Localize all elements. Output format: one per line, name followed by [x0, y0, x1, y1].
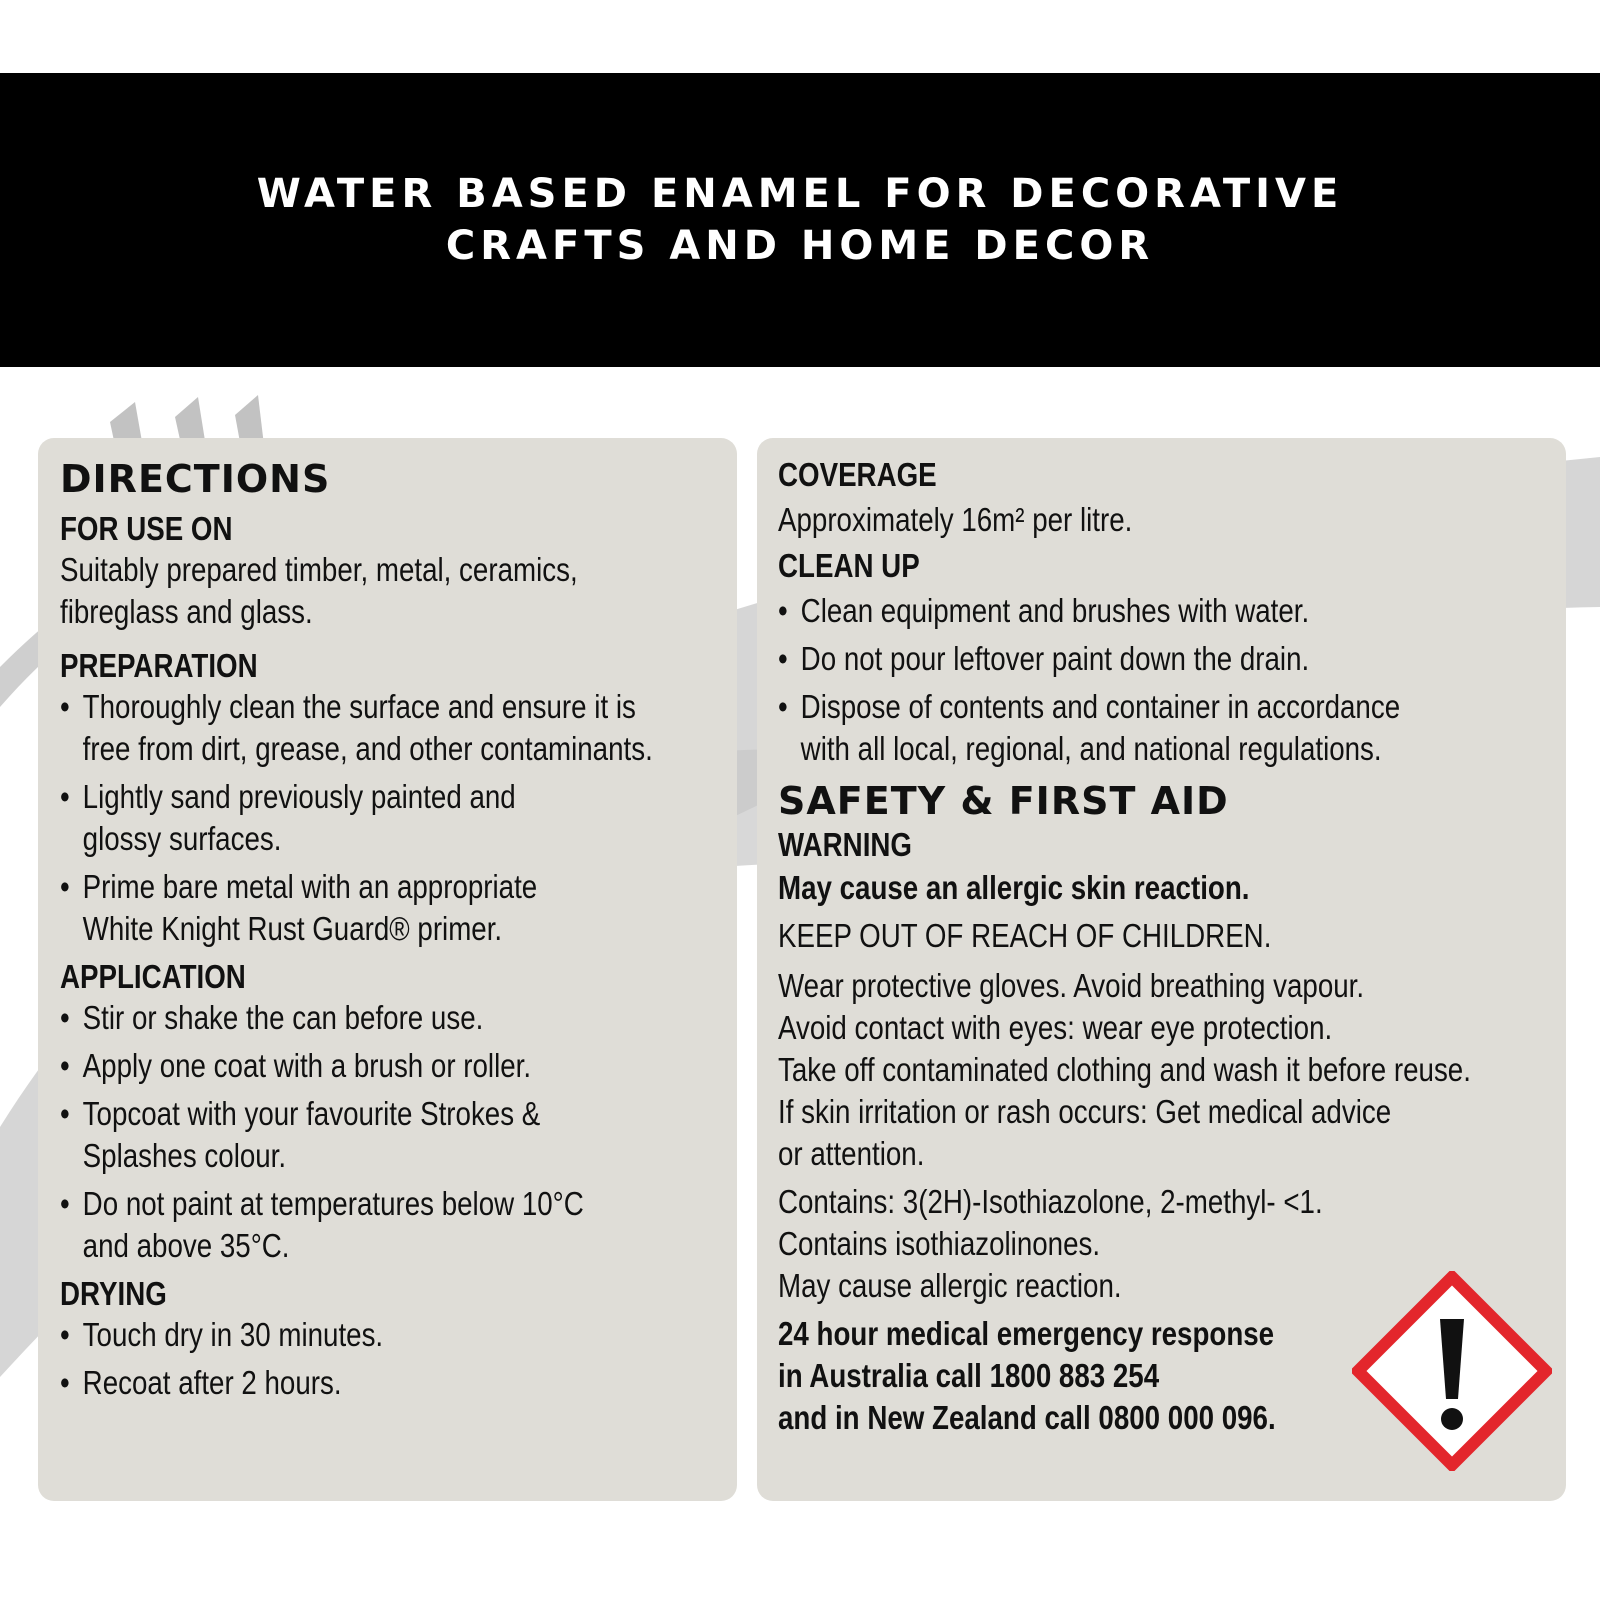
precautions-block: [778, 965, 1566, 1175]
precaution-line: or attention.: [778, 1135, 925, 1172]
precaution-line: Take off contaminated clothing and wash it before reuse.: [778, 1051, 1471, 1088]
clean-up-heading: CLEAN UP: [778, 547, 920, 584]
application-list: [60, 997, 737, 1267]
list-item-line: with all local, regional, and national regulations.: [800, 730, 1382, 767]
directions-panel: [38, 438, 737, 1501]
coverage-heading: COVERAGE: [778, 456, 937, 493]
list-item: • Do not pour leftover paint down the drain.: [778, 638, 1440, 680]
contains-line: Contains: 3(2H)-Isothiazolone, 2-methyl- <1.: [778, 1183, 1323, 1220]
allergy-warning: May cause an allergic skin reaction.: [778, 869, 1250, 906]
list-item-line: Do not pour leftover paint down the drain.: [800, 640, 1310, 677]
list-item: • Lightly sand previously painted and glossy surfaces.: [60, 776, 629, 860]
list-item-line: and above 35°C.: [82, 1227, 290, 1264]
list-item: • Touch dry in 30 minutes.: [60, 1314, 629, 1356]
list-item: • Stir or shake the can before use.: [60, 997, 629, 1039]
for-use-on-heading: FOR USE ON: [60, 510, 233, 547]
for-use-on-text-line-2: fibreglass and glass.: [60, 593, 313, 630]
list-item: • Recoat after 2 hours.: [60, 1362, 629, 1404]
emergency-line: and in New Zealand call 0800 000 096.: [778, 1399, 1276, 1436]
list-item: • Dispose of contents and container in accordance with all local, regional, and national regulations.: [778, 686, 1440, 770]
drying-heading: DRYING: [60, 1275, 167, 1312]
list-item-line: White Knight Rust Guard® primer.: [82, 910, 503, 947]
list-item-line: Clean equipment and brushes with water.: [800, 592, 1310, 629]
list-item-line: Prime bare metal with an appropriate: [82, 868, 538, 905]
list-item-line: Dispose of contents and container in accordance: [800, 688, 1401, 725]
banner-line-2: CRAFTS AND HOME DECOR: [445, 223, 1155, 269]
list-item: • Apply one coat with a brush or roller.: [60, 1045, 629, 1087]
list-item-line: free from dirt, grease, and other contaminants.: [82, 730, 653, 767]
emergency-line: 24 hour medical emergency response: [778, 1315, 1275, 1352]
list-item-line: Do not paint at temperatures below 10°C: [82, 1185, 584, 1222]
list-item-line: Lightly sand previously painted and: [82, 778, 516, 815]
contains-line: May cause allergic reaction.: [778, 1267, 1122, 1304]
warning-label: WARNING: [778, 826, 912, 863]
list-item: • Do not paint at temperatures below 10°C and above 35°C.: [60, 1183, 629, 1267]
preparation-list: [60, 686, 737, 950]
application-heading: APPLICATION: [60, 958, 246, 995]
coverage-text: Approximately 16m² per litre.: [778, 501, 1133, 538]
safety-title: SAFETY & FIRST AID: [778, 779, 1229, 823]
clean-up-list: [778, 590, 1566, 770]
list-item-line: Apply one coat with a brush or roller.: [82, 1047, 532, 1084]
title-banner: [0, 73, 1600, 367]
ghs-exclamation-mark-icon: [1352, 1271, 1552, 1471]
drying-list: [60, 1314, 737, 1404]
banner-line-1: WATER BASED ENAMEL FOR DECORATIVE: [256, 171, 1344, 217]
emergency-line: in Australia call 1800 883 254: [778, 1357, 1160, 1394]
list-item-line: glossy surfaces.: [82, 820, 282, 857]
contains-line: Contains isothiazolinones.: [778, 1225, 1101, 1262]
directions-title: DIRECTIONS: [60, 457, 331, 501]
list-item-line: Touch dry in 30 minutes.: [82, 1316, 384, 1353]
list-item-line: Thoroughly clean the surface and ensure it is: [82, 688, 636, 725]
list-item-line: Stir or shake the can before use.: [82, 999, 484, 1036]
list-item-line: Topcoat with your favourite Strokes &: [82, 1095, 541, 1132]
list-item: • Prime bare metal with an appropriate White Knight Rust Guard® primer.: [60, 866, 629, 950]
list-item: • Thoroughly clean the surface and ensure it is free from dirt, grease, and other contaminants.: [60, 686, 629, 770]
for-use-on-text-line-1: Suitably prepared timber, metal, ceramics,: [60, 551, 578, 588]
list-item: • Clean equipment and brushes with water.: [778, 590, 1440, 632]
precaution-line: If skin irritation or rash occurs: Get medical advice: [778, 1093, 1392, 1130]
precaution-line: Wear protective gloves. Avoid breathing vapour.: [778, 967, 1365, 1004]
list-item: • Topcoat with your favourite Strokes & Splashes colour.: [60, 1093, 629, 1177]
list-item-line: Splashes colour.: [82, 1137, 287, 1174]
keep-out-notice: KEEP OUT OF REACH OF CHILDREN.: [778, 917, 1272, 954]
list-item-line: Recoat after 2 hours.: [82, 1364, 342, 1401]
preparation-heading: PREPARATION: [60, 647, 258, 684]
precaution-line: Avoid contact with eyes: wear eye protection.: [778, 1009, 1333, 1046]
